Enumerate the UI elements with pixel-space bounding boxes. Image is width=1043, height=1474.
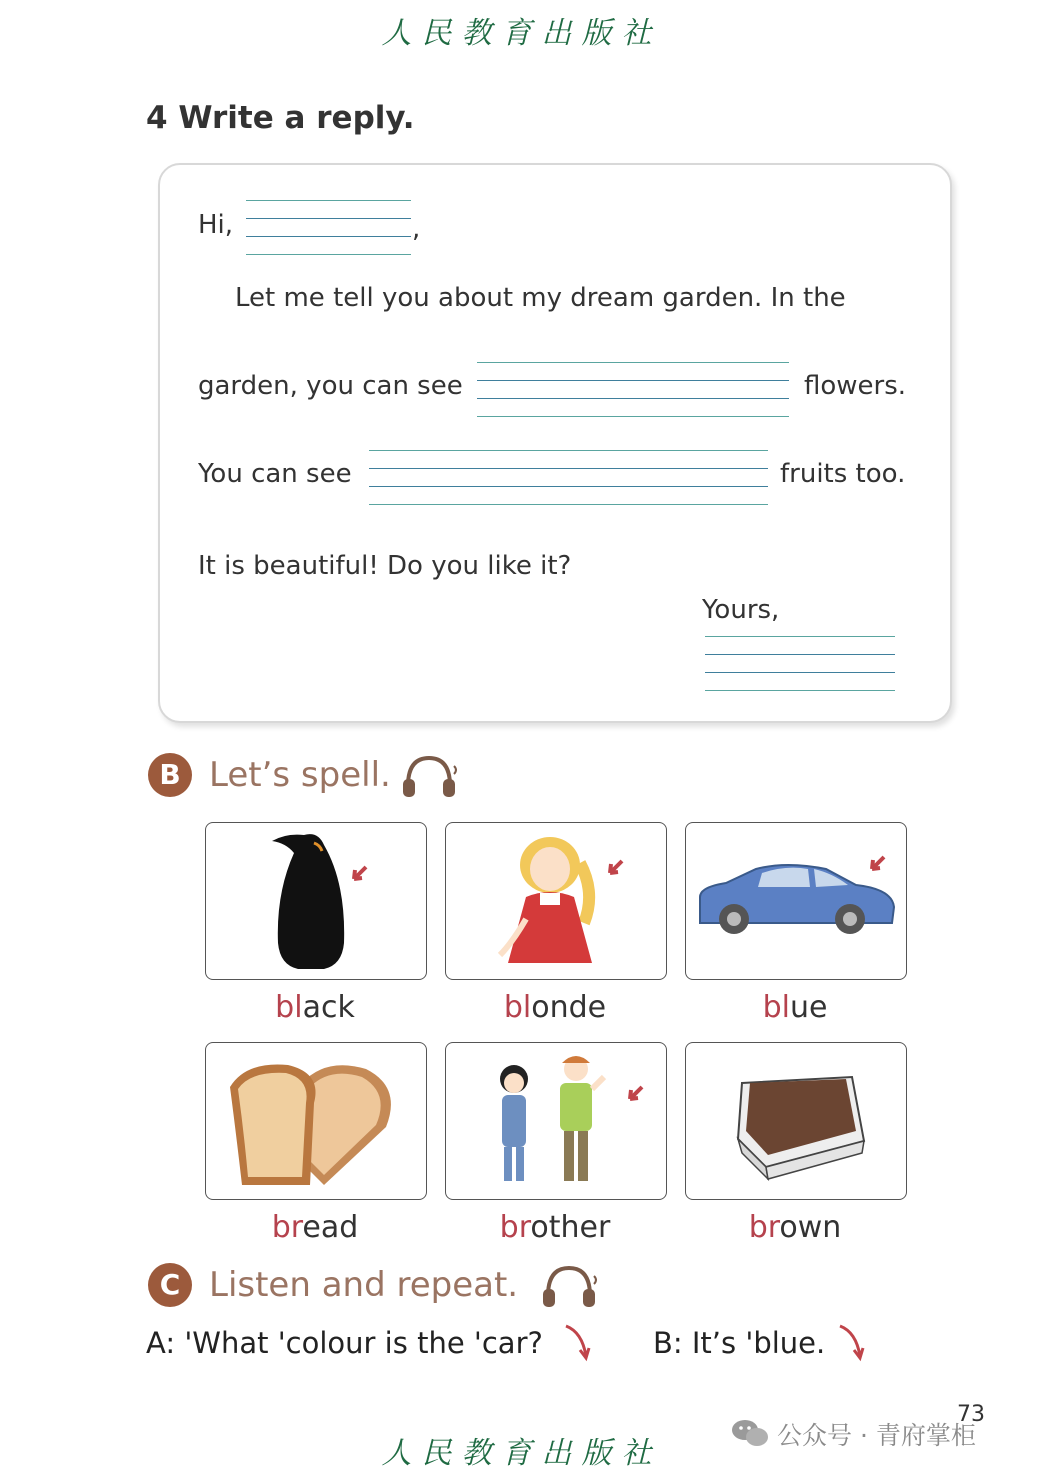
watermark-text: 公众号 · 青府掌柜 bbox=[777, 1421, 976, 1450]
word-blonde: blonde bbox=[503, 990, 607, 1025]
closing-text: Yours, bbox=[702, 595, 780, 625]
falling-intonation-icon bbox=[562, 1322, 592, 1362]
word-bread: bread bbox=[271, 1210, 359, 1245]
falling-intonation-icon bbox=[836, 1322, 866, 1362]
word-brother: brother bbox=[499, 1210, 611, 1245]
publisher-logo-top: 人民教育出版社 bbox=[381, 16, 662, 51]
girl-icon bbox=[446, 823, 666, 979]
word-brown: brown bbox=[748, 1210, 842, 1245]
section-b-title: Let’s spell. bbox=[209, 755, 391, 795]
box-icon bbox=[686, 1043, 906, 1199]
section-c-title: Listen and repeat. bbox=[209, 1265, 519, 1305]
fruits-writing-lines[interactable] bbox=[369, 450, 768, 506]
blue-car-picture bbox=[685, 822, 907, 980]
wechat-icon bbox=[730, 1417, 770, 1449]
word-black: black bbox=[275, 990, 355, 1025]
headphones-icon[interactable] bbox=[540, 1262, 598, 1308]
children-icon bbox=[446, 1043, 666, 1199]
section-c-badge: C bbox=[148, 1263, 192, 1307]
brother-picture bbox=[445, 1042, 667, 1200]
section-b-badge: B bbox=[148, 753, 192, 797]
page-number: 73 bbox=[957, 1402, 985, 1427]
greeting-comma: , bbox=[412, 214, 421, 244]
headphones-icon[interactable] bbox=[400, 752, 458, 798]
flowers-writing-lines[interactable] bbox=[477, 362, 789, 418]
dialog-line-a: A: 'What 'colour is the 'car? bbox=[146, 1326, 543, 1360]
letter-line-3-start: You can see bbox=[198, 459, 352, 489]
brown-box-picture bbox=[685, 1042, 907, 1200]
letter-line-2-start: garden, you can see bbox=[198, 371, 463, 401]
name-writing-lines[interactable] bbox=[246, 200, 411, 256]
letter-line-3-end: fruits too. bbox=[780, 459, 906, 489]
bread-picture bbox=[205, 1042, 427, 1200]
publisher-logo-bottom: 人民教育出版社 bbox=[381, 1436, 662, 1471]
bread-icon bbox=[206, 1043, 426, 1199]
greeting-text: Hi, bbox=[198, 210, 234, 240]
letter-line-1: Let me tell you about my dream garden. In the bbox=[235, 283, 846, 313]
blonde-girl-picture bbox=[445, 822, 667, 980]
signature-writing-lines[interactable] bbox=[705, 636, 895, 692]
penguin-icon bbox=[206, 823, 426, 979]
penguin-picture bbox=[205, 822, 427, 980]
task-title: 4 Write a reply. bbox=[146, 100, 415, 136]
dialog-line-b: B: It’s 'blue. bbox=[653, 1326, 826, 1360]
car-icon bbox=[686, 823, 906, 979]
letter-line-2-end: flowers. bbox=[804, 371, 907, 401]
word-blue: blue bbox=[762, 990, 828, 1025]
letter-line-4: It is beautiful! Do you like it? bbox=[198, 551, 572, 581]
